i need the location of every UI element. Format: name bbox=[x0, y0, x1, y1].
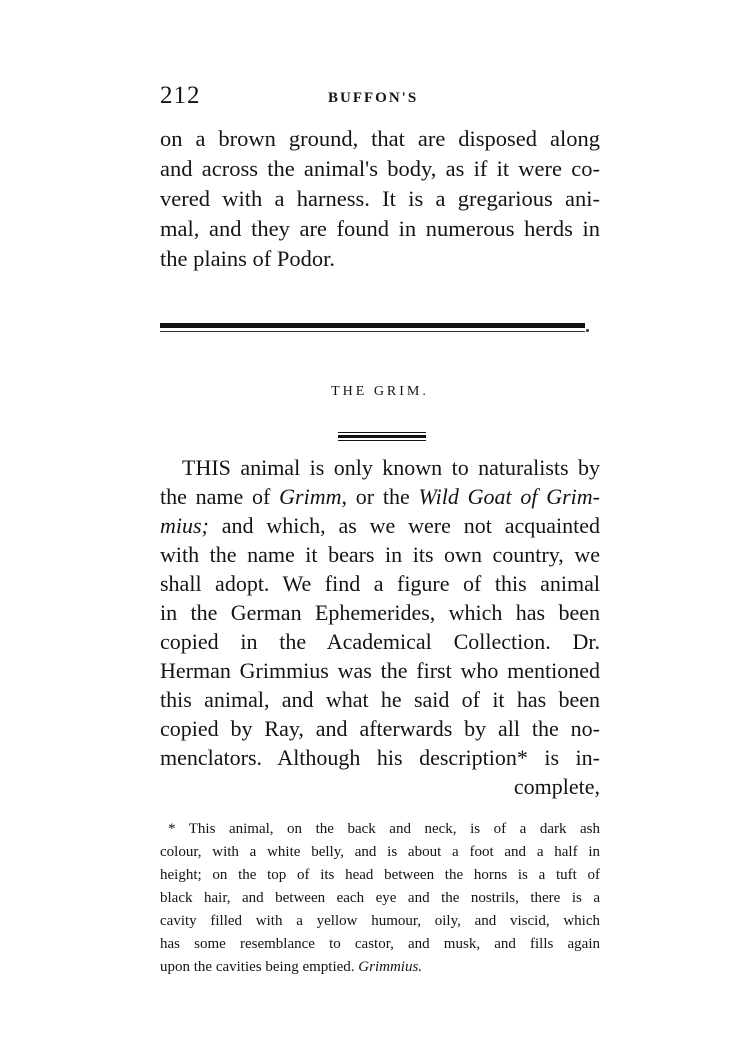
page-number: 212 bbox=[160, 82, 201, 109]
catchword: complete, bbox=[513, 774, 600, 799]
text-run: and which, as we were not acquainted bbox=[208, 513, 600, 538]
footnote-line bbox=[160, 956, 600, 979]
body-paragraph bbox=[160, 453, 600, 801]
continued-paragraph bbox=[160, 124, 600, 274]
italic-term: Wild Goat of Grim- bbox=[418, 484, 600, 509]
footnote-line: black hair, and between each eye and the nostrils, there is a bbox=[160, 890, 600, 906]
page-header bbox=[160, 82, 600, 116]
section-divider-thick bbox=[160, 323, 585, 328]
footnote bbox=[160, 818, 600, 979]
title-ornament-rule bbox=[338, 432, 426, 433]
text-line bbox=[160, 511, 600, 540]
italic-term: Grimm bbox=[279, 484, 342, 509]
text-line: vered with a harness. It is a gregarious ani- bbox=[160, 186, 600, 211]
text-line: THIS animal is only known to naturalists by bbox=[182, 455, 600, 480]
text-line: copied in the Academical Collection. Dr. bbox=[160, 629, 600, 654]
text-line: on a brown ground, that are disposed along bbox=[160, 126, 600, 151]
text-line: menclators. Although his description* is in- bbox=[160, 745, 600, 770]
text-run: , or the bbox=[341, 484, 419, 509]
text-line: in the German Ephemerides, which has been bbox=[160, 600, 600, 625]
text-run: the name of bbox=[160, 484, 280, 509]
footnote-line: height; on the top of its head between the horns is a tuft of bbox=[160, 867, 600, 883]
footnote-source: Grimmius. bbox=[358, 959, 423, 975]
section-title: THE GRIM. bbox=[331, 384, 429, 399]
running-head: BUFFON'S bbox=[328, 90, 419, 106]
section-divider-thin bbox=[160, 331, 585, 332]
title-ornament-rule bbox=[338, 440, 426, 441]
text-line bbox=[160, 482, 600, 511]
italic-term: mius; bbox=[160, 513, 209, 538]
text-line: mal, and they are found in numerous herds in bbox=[160, 216, 600, 241]
footnote-line: has some resemblance to castor, and musk, and fills again bbox=[160, 936, 600, 952]
section-divider-dot bbox=[586, 329, 589, 332]
text-line: the plains of Podor. bbox=[160, 246, 335, 271]
text-line: copied by Ray, and afterwards by all the no- bbox=[160, 716, 600, 741]
text-run: upon the cavities being emptied. bbox=[160, 959, 359, 975]
title-ornament-rule bbox=[338, 435, 426, 438]
text-line: this animal, and what he said of it has been bbox=[160, 687, 600, 712]
footnote-line: colour, with a white belly, and is about a foot and a half in bbox=[160, 844, 600, 860]
text-line: shall adopt. We find a figure of this animal bbox=[160, 571, 600, 596]
footnote-line: cavity filled with a yellow humour, oily, and viscid, which bbox=[160, 913, 600, 929]
text-line: Herman Grimmius was the first who mentioned bbox=[160, 658, 600, 683]
footnote-line: * This animal, on the back and neck, is of a dark ash bbox=[168, 821, 600, 837]
text-line: with the name it bears in its own country, we bbox=[160, 542, 600, 567]
text-line: and across the animal's body, as if it were co- bbox=[160, 156, 600, 181]
